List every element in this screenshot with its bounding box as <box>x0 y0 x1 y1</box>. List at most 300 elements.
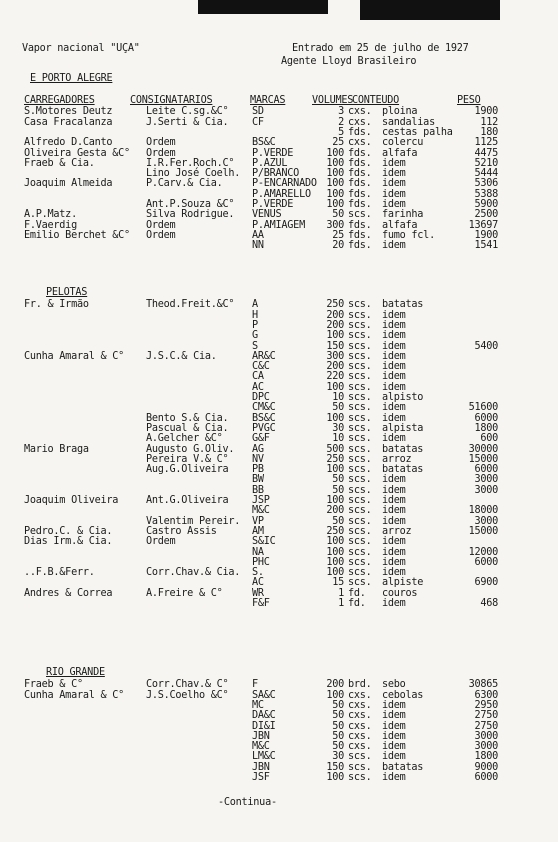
content-cell: idem <box>382 772 406 783</box>
marks-cell: NV <box>252 453 264 465</box>
unit-cell: scs. <box>348 515 372 527</box>
unit-cell: cxs. <box>348 689 372 701</box>
content-cell: alpista <box>382 422 424 434</box>
table-row <box>0 241 558 251</box>
unit-cell: fds. <box>348 147 372 159</box>
content-cell: idem <box>382 495 406 506</box>
consignee-cell: Ant.G.Oliveira <box>146 495 229 506</box>
weight-cell: 4475 <box>474 147 498 159</box>
column-header: VOLUMES <box>312 95 354 106</box>
volumes-cell: 100 <box>326 536 344 548</box>
unit-cell: brd. <box>348 679 372 691</box>
weight-cell: 6000 <box>474 772 498 783</box>
unit-cell: scs. <box>348 474 372 486</box>
volumes-cell: 100 <box>326 412 344 424</box>
volumes-cell: 50 <box>332 474 344 486</box>
marks-cell: BS&C <box>252 412 276 424</box>
unit-cell: scs. <box>348 751 372 763</box>
marks-cell: AM <box>252 525 264 537</box>
column-header: MARCAS <box>250 95 286 106</box>
volumes-cell: 2 <box>338 116 344 128</box>
weight-cell: 9000 <box>474 761 498 773</box>
unit-cell: scs. <box>348 495 372 506</box>
marks-cell: P.AZUL <box>252 157 288 169</box>
consignee-cell: Corr.Chav.& C° <box>146 679 229 691</box>
weight-cell: 51600 <box>468 402 498 414</box>
table-row <box>0 352 558 362</box>
marks-cell: MC <box>252 699 264 711</box>
volumes-cell: 100 <box>326 199 344 210</box>
shipper-cell: A.P.Matz. <box>24 209 77 221</box>
unit-cell: fds. <box>348 199 372 210</box>
content-cell: batatas <box>382 299 424 311</box>
marks-cell: JBN <box>252 730 270 742</box>
unit-cell: cxs. <box>348 720 372 732</box>
marks-cell: G&F <box>252 433 270 445</box>
column-header: CONTEUDO <box>352 95 400 106</box>
column-header: PESO <box>457 95 481 106</box>
table-row <box>0 599 558 609</box>
unit-cell: scs. <box>348 422 372 434</box>
weight-cell: 112 <box>480 116 498 128</box>
content-cell: cebolas <box>382 689 424 701</box>
volumes-cell: 3 <box>338 106 344 118</box>
shipper-cell: S.Motores Deutz <box>24 106 113 118</box>
content-cell: batatas <box>382 464 424 476</box>
volumes-cell: 20 <box>332 240 344 252</box>
volumes-cell: 25 <box>332 229 344 241</box>
table-row <box>0 773 558 783</box>
volumes-cell: 200 <box>326 679 344 691</box>
unit-cell: scs. <box>348 319 372 331</box>
marks-cell: S <box>252 340 258 352</box>
marks-cell: PHC <box>252 556 270 568</box>
volumes-cell: 15 <box>332 577 344 589</box>
marks-cell: CA <box>252 371 264 383</box>
unit-cell: scs. <box>348 546 372 558</box>
consignee-cell: Aug.G.Oliveira <box>146 464 229 476</box>
unit-cell: cxs. <box>348 137 372 149</box>
content-cell: batatas <box>382 761 424 773</box>
marks-cell: BW <box>252 474 264 486</box>
unit-cell: fds. <box>348 168 372 180</box>
unit-cell: scs. <box>348 505 372 517</box>
content-cell: idem <box>382 199 406 210</box>
marks-cell: M&C <box>252 741 270 753</box>
marks-cell: AR&C <box>252 350 276 362</box>
marks-cell: BB <box>252 484 264 496</box>
table-row <box>0 372 558 382</box>
content-cell: idem <box>382 240 406 252</box>
content-cell: idem <box>382 741 406 753</box>
marks-cell: LM&C <box>252 751 276 763</box>
consignee-cell: Silva Rodrigue. <box>146 209 235 221</box>
shipper-cell: Fraeb & Cia. <box>24 157 95 169</box>
weight-cell: 6300 <box>474 689 498 701</box>
content-cell: arroz <box>382 525 412 537</box>
consignee-cell: Castro Assis <box>146 525 217 537</box>
weight-cell: 3000 <box>474 484 498 496</box>
volumes-cell: 50 <box>332 741 344 753</box>
unit-cell: cxs. <box>348 710 372 722</box>
content-cell: farinha <box>382 209 424 221</box>
weight-cell: 600 <box>480 433 498 445</box>
marks-cell: S&IC <box>252 536 276 548</box>
volumes-cell: 100 <box>326 147 344 159</box>
weight-cell: 1900 <box>474 229 498 241</box>
weight-cell: 5388 <box>474 188 498 200</box>
marks-cell: P/BRANCO <box>252 168 300 180</box>
weight-cell: 30865 <box>468 679 498 691</box>
marks-cell: AG <box>252 443 264 455</box>
volumes-cell: 10 <box>332 433 344 445</box>
content-cell: idem <box>382 474 406 486</box>
column-header: CARREGADORES <box>24 95 95 106</box>
content-cell: idem <box>382 505 406 517</box>
weight-cell: 3000 <box>474 741 498 753</box>
volumes-cell: 100 <box>326 330 344 342</box>
volumes-cell: 100 <box>326 188 344 200</box>
volumes-cell: 100 <box>326 157 344 169</box>
unit-cell: cxs. <box>348 116 372 128</box>
unit-cell: scs. <box>348 340 372 352</box>
shipper-cell: Cunha Amaral & C° <box>24 350 125 362</box>
marks-cell: SA&C <box>252 689 276 701</box>
unit-cell: scs. <box>348 556 372 568</box>
shipper-cell: Fr. & Irmão <box>24 299 89 311</box>
content-cell: alpisto <box>382 392 424 403</box>
volumes-cell: 150 <box>326 340 344 352</box>
weight-cell: 3000 <box>474 730 498 742</box>
weight-cell: 5900 <box>474 199 498 210</box>
content-cell: idem <box>382 402 406 414</box>
volumes-cell: 100 <box>326 772 344 783</box>
unit-cell: scs. <box>348 536 372 548</box>
entry-date: Entrado em 25 de julho de 1927 <box>292 43 469 54</box>
weight-cell: 6000 <box>474 464 498 476</box>
consignee-cell: Valentim Pereir. <box>146 515 241 527</box>
consignee-cell: Bento S.& Cia. <box>146 412 229 424</box>
volumes-cell: 10 <box>332 392 344 403</box>
unit-cell: scs. <box>348 433 372 445</box>
shipper-cell: Joaquim Oliveira <box>24 495 119 506</box>
weight-cell: 12000 <box>468 546 498 558</box>
marks-cell: PB <box>252 464 264 476</box>
marks-cell: F <box>252 679 258 691</box>
unit-cell: fds. <box>348 188 372 200</box>
table-row <box>0 434 558 444</box>
content-cell: alpiste <box>382 577 424 589</box>
content-cell: couros <box>382 587 418 599</box>
marks-cell: AA <box>252 229 264 241</box>
marks-cell: F&F <box>252 598 270 609</box>
marks-cell: DI&I <box>252 720 276 732</box>
scan-blot-right <box>360 0 500 20</box>
content-cell: idem <box>382 710 406 722</box>
content-cell: idem <box>382 751 406 763</box>
table-row <box>0 331 558 341</box>
weight-cell: 15000 <box>468 525 498 537</box>
volumes-cell: 100 <box>326 689 344 701</box>
volumes-cell: 200 <box>326 319 344 331</box>
content-cell: idem <box>382 340 406 352</box>
marks-cell: P.VERDE <box>252 199 294 210</box>
volumes-cell: 200 <box>326 309 344 321</box>
shipper-cell: Mario Braga <box>24 443 89 455</box>
content-cell: idem <box>382 309 406 321</box>
volumes-cell: 100 <box>326 546 344 558</box>
shipper-cell: Cunha Amaral & C° <box>24 689 125 701</box>
volumes-cell: 100 <box>326 495 344 506</box>
volumes-cell: 50 <box>332 484 344 496</box>
unit-cell: scs. <box>348 209 372 221</box>
weight-cell: 2950 <box>474 699 498 711</box>
content-cell: idem <box>382 371 406 383</box>
consignee-cell: Corr.Chav.& Cia. <box>146 567 241 579</box>
volumes-cell: 100 <box>326 178 344 190</box>
content-cell: idem <box>382 556 406 568</box>
volumes-cell: 50 <box>332 209 344 221</box>
consignee-cell: J.Serti & Cia. <box>146 116 229 128</box>
volumes-cell: 150 <box>326 761 344 773</box>
unit-cell: scs. <box>348 525 372 537</box>
unit-cell: scs. <box>348 577 372 589</box>
volumes-cell: 50 <box>332 515 344 527</box>
weight-cell: 2750 <box>474 720 498 732</box>
marks-cell: VENUS <box>252 209 282 221</box>
marks-cell: DA&C <box>252 710 276 722</box>
marks-cell: PVGC <box>252 422 276 434</box>
table-row <box>0 424 558 434</box>
consignee-cell: Pereira V.& C° <box>146 453 229 465</box>
marks-cell: NA <box>252 546 264 558</box>
column-header: CONSIGNATARIOS <box>130 95 213 106</box>
marks-cell: H <box>252 309 258 321</box>
content-cell: alfafa <box>382 219 418 231</box>
unit-cell: fds. <box>348 157 372 169</box>
marks-cell: P.AMIAGEM <box>252 219 305 231</box>
shipper-cell: Alfredo D.Canto <box>24 137 113 149</box>
unit-cell: scs. <box>348 381 372 393</box>
content-cell: idem <box>382 157 406 169</box>
content-cell: idem <box>382 433 406 445</box>
content-cell: idem <box>382 720 406 732</box>
volumes-cell: 100 <box>326 168 344 180</box>
table-row <box>0 138 558 148</box>
volumes-cell: 220 <box>326 371 344 383</box>
unit-cell: fd. <box>348 598 366 609</box>
weight-cell: 5444 <box>474 168 498 180</box>
content-cell: idem <box>382 361 406 373</box>
content-cell: sebo <box>382 679 406 691</box>
marks-cell: CM&C <box>252 402 276 414</box>
weight-cell: 5400 <box>474 340 498 352</box>
consignee-cell: Ordem <box>146 219 176 231</box>
volumes-cell: 250 <box>326 453 344 465</box>
content-cell: fumo fcl. <box>382 229 435 241</box>
volumes-cell: 1 <box>338 598 344 609</box>
volumes-cell: 50 <box>332 710 344 722</box>
content-cell: ploina <box>382 106 418 118</box>
unit-cell: scs. <box>348 772 372 783</box>
unit-cell: scs. <box>348 361 372 373</box>
volumes-cell: 1 <box>338 587 344 599</box>
content-cell: idem <box>382 412 406 424</box>
unit-cell: fds. <box>348 229 372 241</box>
marks-cell: DPC <box>252 392 270 403</box>
table-row <box>0 118 558 128</box>
marks-cell: JBN <box>252 761 270 773</box>
unit-cell: fds. <box>348 219 372 231</box>
marks-cell: P <box>252 319 258 331</box>
weight-cell: 5306 <box>474 178 498 190</box>
content-cell: idem <box>382 319 406 331</box>
volumes-cell: 50 <box>332 730 344 742</box>
weight-cell: 6000 <box>474 556 498 568</box>
shipper-cell: Fraeb & C° <box>24 679 83 691</box>
volumes-cell: 30 <box>332 422 344 434</box>
consignee-cell: Ordem <box>146 229 176 241</box>
unit-cell: cxs. <box>348 106 372 118</box>
weight-cell: 2750 <box>474 710 498 722</box>
consignee-cell: Ordem <box>146 147 176 159</box>
volumes-cell: 200 <box>326 361 344 373</box>
volumes-cell: 200 <box>326 505 344 517</box>
content-cell: idem <box>382 188 406 200</box>
weight-cell: 15000 <box>468 453 498 465</box>
volumes-cell: 50 <box>332 402 344 414</box>
table-row <box>0 589 558 599</box>
unit-cell: scs. <box>348 350 372 362</box>
shipper-cell: Oliveira Gesta &C° <box>24 147 130 159</box>
unit-cell: scs. <box>348 567 372 579</box>
table-row <box>0 321 558 331</box>
weight-cell: 1800 <box>474 751 498 763</box>
weight-cell: 180 <box>480 126 498 138</box>
consignee-cell: I.R.Fer.Roch.C° <box>146 157 235 169</box>
weight-cell: 468 <box>480 598 498 609</box>
marks-cell: G <box>252 330 258 342</box>
table-row <box>0 362 558 372</box>
volumes-cell: 250 <box>326 299 344 311</box>
marks-cell: S. <box>252 567 264 579</box>
unit-cell: cxs. <box>348 699 372 711</box>
marks-cell: P-ENCARNADO <box>252 178 317 190</box>
weight-cell: 1541 <box>474 240 498 252</box>
footer-continued: -Continua- <box>218 797 277 808</box>
unit-cell: scs. <box>348 484 372 496</box>
content-cell: idem <box>382 546 406 558</box>
volumes-cell: 300 <box>326 219 344 231</box>
table-row <box>0 383 558 393</box>
consignee-cell: Lino José Coelh. <box>146 168 241 180</box>
marks-cell: M&C <box>252 505 270 517</box>
weight-cell: 1900 <box>474 106 498 118</box>
volumes-cell: 50 <box>332 699 344 711</box>
weight-cell: 2500 <box>474 209 498 221</box>
content-cell: idem <box>382 699 406 711</box>
shipper-cell: F.Vaerdig <box>24 219 77 231</box>
content-cell: idem <box>382 330 406 342</box>
table-row <box>0 711 558 721</box>
marks-cell: AC <box>252 381 264 393</box>
marks-cell: NN <box>252 240 264 252</box>
agent-name: Agente Lloyd Brasileiro <box>281 56 417 67</box>
content-cell: alfafa <box>382 147 418 159</box>
marks-cell: P.VERDE <box>252 147 294 159</box>
scan-blot-left <box>198 0 328 14</box>
shipper-cell: Joaquim Almeida <box>24 178 113 190</box>
content-cell: idem <box>382 381 406 393</box>
unit-cell: cxs. <box>348 730 372 742</box>
volumes-cell: 500 <box>326 443 344 455</box>
weight-cell: 6900 <box>474 577 498 589</box>
shipper-cell: ..F.B.&Ferr. <box>24 567 95 579</box>
consignee-cell: P.Carv.& Cia. <box>146 178 223 190</box>
content-cell: idem <box>382 515 406 527</box>
consignee-cell: J.S.C.& Cia. <box>146 350 217 362</box>
section-title: RIO GRANDE <box>46 667 105 678</box>
unit-cell: scs. <box>348 761 372 773</box>
consignee-cell: A.Freire & C° <box>146 587 223 599</box>
unit-cell: fds. <box>348 126 372 138</box>
unit-cell: fd. <box>348 587 366 599</box>
volumes-cell: 25 <box>332 137 344 149</box>
shipper-cell: Andres & Correa <box>24 587 113 599</box>
unit-cell: scs. <box>348 402 372 414</box>
section-title: E PORTO ALEGRE <box>30 73 113 84</box>
marks-cell: JSF <box>252 772 270 783</box>
consignee-cell: Pascual & Cia. <box>146 422 229 434</box>
unit-cell: scs. <box>348 299 372 311</box>
unit-cell: cxs. <box>348 741 372 753</box>
volumes-cell: 300 <box>326 350 344 362</box>
volumes-cell: 5 <box>338 126 344 138</box>
consignee-cell: Augusto G.Oliv. <box>146 443 235 455</box>
consignee-cell: Ant.P.Souza &C° <box>146 199 235 210</box>
table-row <box>0 537 558 547</box>
shipper-cell: Pedro.C. & Cia. <box>24 525 113 537</box>
content-cell: batatas <box>382 443 424 455</box>
consignee-cell: Ordem <box>146 536 176 548</box>
table-row <box>0 311 558 321</box>
marks-cell: A <box>252 299 258 311</box>
weight-cell: 30000 <box>468 443 498 455</box>
weight-cell: 1800 <box>474 422 498 434</box>
unit-cell: fds. <box>348 240 372 252</box>
content-cell: idem <box>382 168 406 180</box>
weight-cell: 18000 <box>468 505 498 517</box>
table-row <box>0 300 558 310</box>
weight-cell: 5210 <box>474 157 498 169</box>
marks-cell: BS&C <box>252 137 276 149</box>
unit-cell: scs. <box>348 371 372 383</box>
column-header-row <box>0 96 558 106</box>
unit-cell: scs. <box>348 443 372 455</box>
volumes-cell: 100 <box>326 556 344 568</box>
marks-cell: WR <box>252 587 264 599</box>
volumes-cell: 250 <box>326 525 344 537</box>
content-cell: idem <box>382 730 406 742</box>
weight-cell: 1125 <box>474 137 498 149</box>
content-cell: idem <box>382 598 406 609</box>
unit-cell: scs. <box>348 453 372 465</box>
marks-cell: CF <box>252 116 264 128</box>
content-cell: colercu <box>382 137 424 149</box>
content-cell: idem <box>382 178 406 190</box>
weight-cell: 3000 <box>474 474 498 486</box>
content-cell: idem <box>382 536 406 548</box>
